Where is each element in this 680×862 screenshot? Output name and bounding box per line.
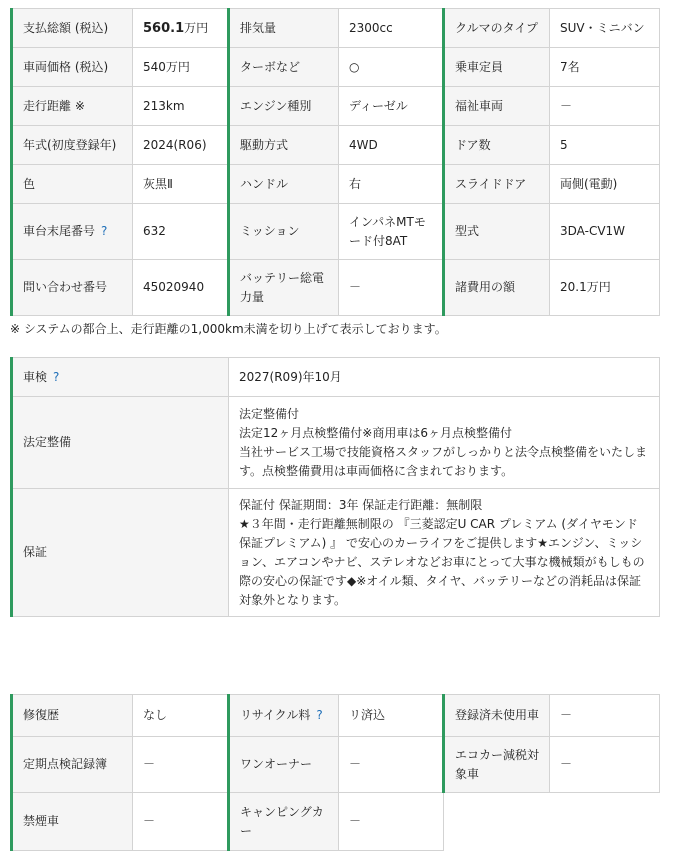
one-owner-label: ワンオーナー: [229, 737, 339, 793]
registered-unused-label: 登録済未使用車: [444, 695, 550, 737]
total-price-label: 支払総額 (税込): [12, 9, 133, 48]
eco-tax-label: エコカー減税対象車: [444, 737, 550, 793]
shaken-label-cell: [12, 358, 229, 397]
warranty-line: 保証付 保証期間：3年 保証走行距離：無制限: [239, 497, 483, 512]
welfare-label: 福祉車両: [444, 87, 550, 126]
recycle-label: リサイクル料: [240, 708, 311, 722]
repair-label: 修復歴: [12, 695, 133, 737]
capacity-label: 乗車定員: [444, 48, 550, 87]
camping-label: キャンピングカー: [229, 793, 339, 851]
spec-table: [10, 8, 660, 316]
inquiry-label: 問い合わせ番号: [12, 260, 133, 316]
shaken-help-icon[interactable]: ?: [53, 369, 60, 384]
total-price-unit: 万円: [184, 20, 209, 35]
warranty-value: [229, 489, 660, 617]
displacement-value: 2300cc: [339, 9, 444, 48]
model-value: 3DA-CV1W: [550, 204, 660, 260]
body-type-label: クルマのタイプ: [444, 9, 550, 48]
warranty-line: ★３年間・走行距離無制限の 『三菱認定U CAR プレミアム (ダイヤモンド保証プレミアム) 』 で安心のカーライフをご提供します★エンジン、ミッション、エアコンやナビ、ステレオなどお車にとって大事な機械類がもしもの際の安心の保証です◆※オイル類、タイヤ、バッテリーなどの消耗品は保証対象外となります。: [239, 516, 645, 607]
transmission-label: ミッション: [229, 204, 339, 260]
non-smoking-label: 禁煙車: [12, 793, 133, 851]
eco-tax-value: －: [550, 737, 660, 793]
color-label: 色: [12, 165, 133, 204]
color-value: 灰黒Ⅱ: [133, 165, 229, 204]
record-book-value: －: [133, 737, 229, 793]
spec-row: [12, 48, 660, 87]
doors-label: ドア数: [444, 126, 550, 165]
capacity-value: 7名: [550, 48, 660, 87]
spec-row: [12, 9, 660, 48]
mileage-note: ※ システムの都合上、走行距離の1,000km未満を切り上げて表示しております。: [10, 322, 447, 336]
spec-row: [12, 260, 660, 316]
record-book-label: 定期点検記録簿: [12, 737, 133, 793]
total-price-value: [133, 9, 229, 48]
one-owner-value: －: [339, 737, 444, 793]
non-smoking-value: －: [133, 793, 229, 851]
displacement-label: 排気量: [229, 9, 339, 48]
recycle-help-icon[interactable]: ?: [316, 708, 323, 722]
battery-label: バッテリー総電力量: [229, 260, 339, 316]
repair-value: なし: [133, 695, 229, 737]
spec-row: [12, 165, 660, 204]
history-row: [12, 695, 660, 737]
total-price-number: 560.1: [143, 20, 185, 36]
chassis-label-cell: [12, 204, 133, 260]
camping-value: －: [339, 793, 444, 851]
fees-value: 20.1万円: [550, 260, 660, 316]
year-value: 2024(R06): [133, 126, 229, 165]
inspection-row: [12, 358, 660, 397]
inspection-row: [12, 397, 660, 489]
shaken-label: 車検: [23, 369, 48, 384]
body-type-value: SUV・ミニバン: [550, 9, 660, 48]
fees-label: 諸費用の額: [444, 260, 550, 316]
maintenance-line: 法定12ヶ月点検整備付※商用車は6ヶ月点検整備付: [239, 425, 512, 440]
history-row: [12, 793, 660, 851]
maintenance-label: 法定整備: [12, 397, 229, 489]
chassis-help-icon[interactable]: ?: [101, 224, 108, 238]
chassis-value: 632: [133, 204, 229, 260]
handle-label: ハンドル: [229, 165, 339, 204]
mileage-value: 213km: [133, 87, 229, 126]
year-label: 年式(初度登録年): [12, 126, 133, 165]
warranty-label: 保証: [12, 489, 229, 617]
spec-row: [12, 204, 660, 260]
recycle-label-cell: [229, 695, 339, 737]
chassis-label: 車台末尾番号: [23, 224, 96, 238]
welfare-value: －: [550, 87, 660, 126]
maintenance-value: [229, 397, 660, 489]
vehicle-price-value: 540万円: [133, 48, 229, 87]
spec-row: [12, 126, 660, 165]
spec-row: [12, 87, 660, 126]
mileage-label: 走行距離 ※: [12, 87, 133, 126]
engine-value: ディーゼル: [339, 87, 444, 126]
doors-value: 5: [550, 126, 660, 165]
slide-door-value: 両側(電動): [550, 165, 660, 204]
transmission-value: インパネMTモード付8AT: [339, 204, 444, 260]
handle-value: 右: [339, 165, 444, 204]
maintenance-line: 当社サービス工場で技能資格スタッフがしっかりと法令点検整備をいたします。点検整備費用は車両価格に含まれております。: [239, 444, 648, 478]
history-row: [12, 737, 660, 793]
inspection-row: [12, 489, 660, 617]
inspection-table: [10, 357, 660, 617]
recycle-value: リ済込: [339, 695, 444, 737]
turbo-value: ○: [339, 48, 444, 87]
vehicle-price-label: 車両価格 (税込): [12, 48, 133, 87]
maintenance-line: 法定整備付: [239, 406, 300, 421]
slide-door-label: スライドドア: [444, 165, 550, 204]
drive-label: 駆動方式: [229, 126, 339, 165]
history-table: [10, 694, 660, 851]
battery-value: －: [339, 260, 444, 316]
turbo-label: ターボなど: [229, 48, 339, 87]
model-label: 型式: [444, 204, 550, 260]
registered-unused-value: －: [550, 695, 660, 737]
shaken-value: 2027(R09)年10月: [229, 358, 660, 397]
engine-label: エンジン種別: [229, 87, 339, 126]
empty-cell: [444, 793, 660, 851]
inquiry-value: 45020940: [133, 260, 229, 316]
drive-value: 4WD: [339, 126, 444, 165]
